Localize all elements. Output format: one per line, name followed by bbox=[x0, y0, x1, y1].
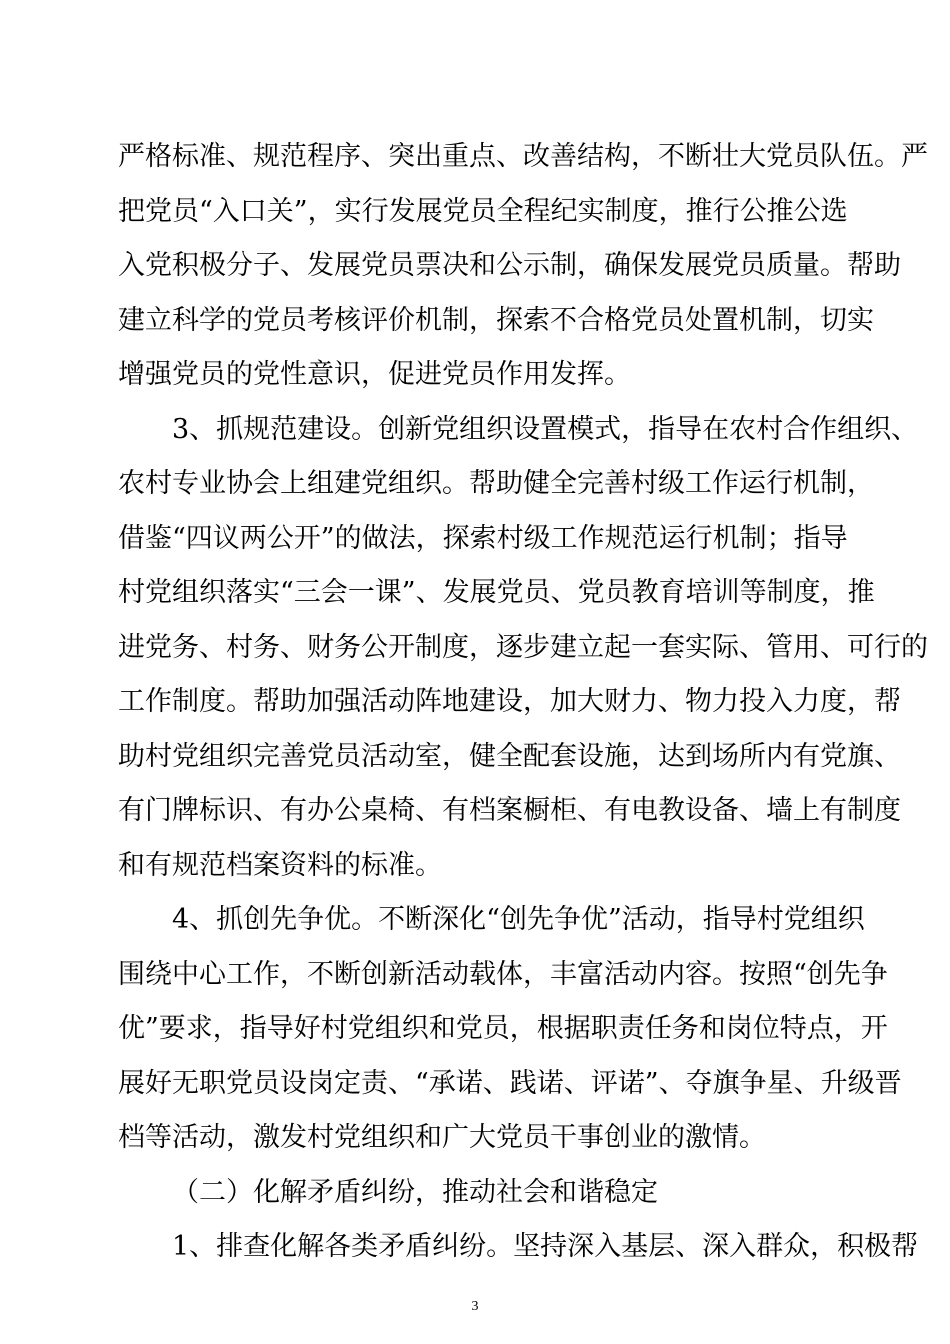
body-text-line: 有门牌标识、有办公桌椅、有档案橱柜、有电教设备、墙上有制度 bbox=[118, 795, 901, 826]
body-text-line: 村党组织落实“三会一课”、发展党员、党员教育培训等制度，推 bbox=[118, 577, 875, 608]
paragraph-first-line: 1、排查化解各类矛盾纠纷。坚持深入基层、深入群众，积极帮 bbox=[172, 1231, 919, 1262]
body-text-line: 严格标准、规范程序、突出重点、改善结构，不断壮大党员队伍。严 bbox=[118, 141, 928, 172]
body-text-line: 增强党员的党性意识，促进党员作用发挥。 bbox=[118, 359, 631, 390]
body-text-line: 工作制度。帮助加强活动阵地建设，加大财力、物力投入力度，帮 bbox=[118, 686, 901, 717]
body-text-line: 农村专业协会上组建党组织。帮助健全完善村级工作运行机制， bbox=[118, 468, 874, 499]
paragraph-first-line: 3、抓规范建设。创新党组织设置模式，指导在农村合作组织、 bbox=[172, 414, 919, 445]
body-text-line: 优”要求，指导好村党组织和党员，根据职责任务和岗位特点，开 bbox=[118, 1013, 888, 1044]
paragraph-first-line: 4、抓创先争优。不断深化“创先争优”活动，指导村党组织 bbox=[172, 904, 865, 935]
body-text-line: 展好无职党员设岗定责、“承诺、践诺、评诺”、夺旗争星、升级晋 bbox=[118, 1068, 902, 1099]
body-text-line: 档等活动，激发村党组织和广大党员干事创业的激情。 bbox=[118, 1122, 766, 1153]
body-text-line: 把党员“入口关”，实行发展党员全程纪实制度，推行公推公选 bbox=[118, 196, 848, 227]
page-number: 3 bbox=[471, 1299, 479, 1314]
section-heading: （二）化解矛盾纠纷，推动社会和谐稳定 bbox=[172, 1177, 658, 1208]
body-text-line: 进党务、村务、财务公开制度，逐步建立起一套实际、管用、可行的 bbox=[118, 632, 928, 663]
body-text-line: 借鉴“四议两公开”的做法，探索村级工作规范运行机制；指导 bbox=[118, 523, 848, 554]
body-text-line: 和有规范档案资料的标准。 bbox=[118, 850, 442, 881]
body-text-line: 入党积极分子、发展党员票决和公示制，确保发展党员质量。帮助 bbox=[118, 250, 901, 281]
body-text-line: 围绕中心工作，不断创新活动载体，丰富活动内容。按照“创先争 bbox=[118, 959, 888, 990]
body-text-line: 助村党组织完善党员活动室，健全配套设施，达到场所内有党旗、 bbox=[118, 741, 901, 772]
body-text-line: 建立科学的党员考核评价机制，探索不合格党员处置机制，切实 bbox=[118, 305, 874, 336]
